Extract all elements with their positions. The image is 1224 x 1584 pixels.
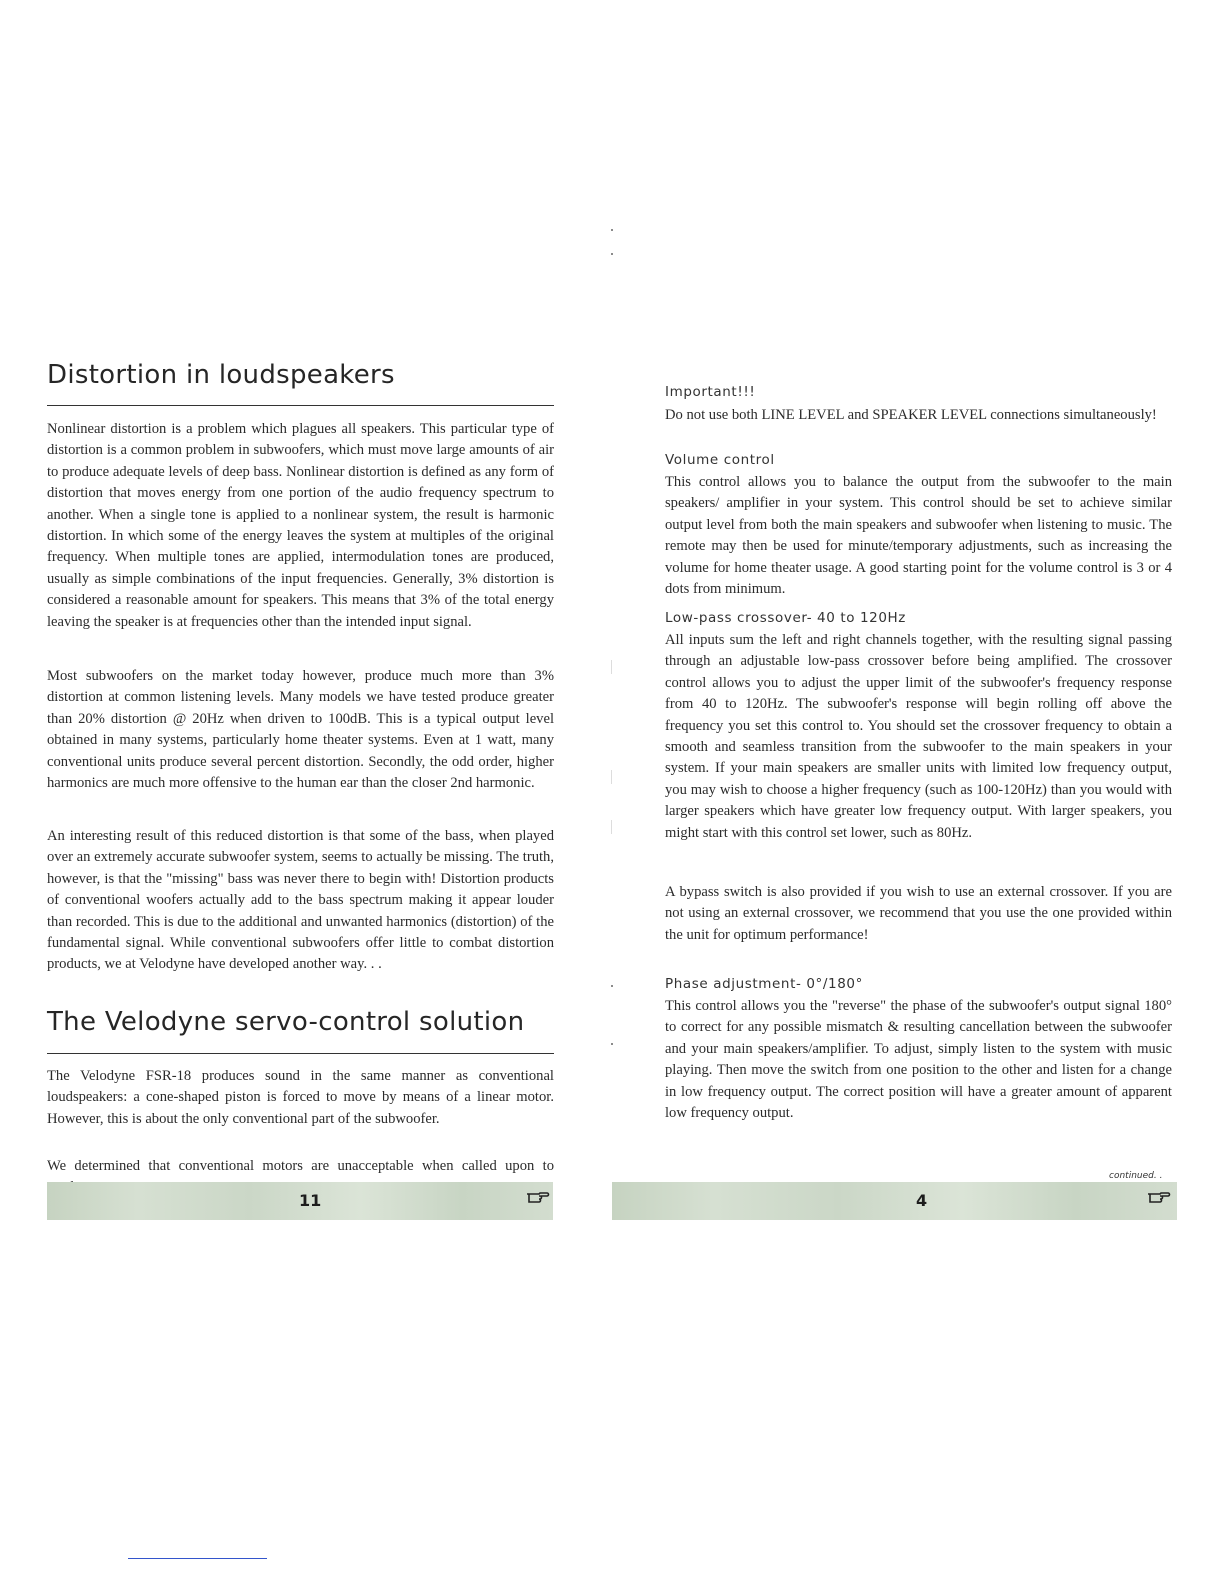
paragraph-interesting-result: An interesting result of this reduced distortion is that some of the bass, when played over an extremely accurate subwoofer system, seems to actually be missing. The truth, however, is that the "missing" bass was never there to begin with! Distortion products of conventional woofers actually add to the bass spectrum making it appear louder than recorded. This is due to the additional and unwanted harmonics (distortion) of the fundamental signal. While conventional subwoofers offer little to combat distortion products, we at Velodyne have developed another way. . . (47, 828, 554, 973)
paragraph-nonlinear-distortion: Nonlinear distortion is a problem which plagues all speakers. This particular type of distortion is a common problem in subwoofers, which must move large amounts of air to produce adequate levels of deep bass. Nonlinear distortion is defined as any form of distortion that moves energy from one portion of the audio frequency spectrum to another. When a single tone is applied to a nonlinear system, the result is harmonic distortion. In which some of the energy leaves the system at multiples of the original frequency. When multiple tones are applied, intermodulation tones are produced, usually as simple combinations of the input frequencies. Generally, 3% distortion is considered a reasonable amount for speakers. This means that 3% of the total energy leaving the speaker is at frequencies other than the intended input signal. (47, 421, 554, 630)
section-text-bypass-switch: A bypass switch is also provided if you wish to use an external crossover. If you are not using an external crossover, we recommend that you use the one provided within the unit for optimum performance! (665, 884, 1172, 943)
paragraph-conventional-motors: We determined that conventional motors are unacceptable when called upon to (47, 1158, 554, 1174)
section-text-low-pass-crossover: All inputs sum the left and right channels together, with the resulting signal passing through an adjustable low-pass crossover before being amplified. The crossover control allows you to adjust the upper limit of the subwoofer's frequency response from 40 to 120Hz. The subwoofer's response will begin rolling off above the frequency you set this control to. You should set the crossover frequency to obtain a smooth and seamless transition from the subwoofer to the main speakers in your system. If your main speakers are smaller units with limited low frequency output, you may wish to choose a higher frequency (such as 100-120Hz) than you would with larger speakers which have greater low frequency output. With larger speakers, you might start with this control set lower, such as 80Hz. (665, 632, 1172, 841)
page-number: 11 (299, 1191, 322, 1210)
page-number: 4 (916, 1191, 928, 1210)
bottom-link-underline (128, 1558, 267, 1559)
important-title: Important!!! (665, 384, 756, 400)
section-text-volume-control: This control allows you to balance the output from the subwoofer to the main speakers/ amplifier in your system. This control should be set to achieve similar output level from both the main speakers and subwoofer when listening to music. The remote may then be used for minute/temporary adjustments, such as increasing the volume for home theater usage. A good starting point for the volume control is 3 or 4 dots from minimum. (665, 474, 1172, 598)
section-heading-distortion: Distortion in loudspeakers (47, 360, 395, 390)
heading-rule (47, 405, 554, 406)
section-heading-servo-control: The Velodyne servo-control solution (47, 1007, 525, 1037)
page-footer-band (47, 1182, 553, 1220)
section-title-phase-adjustment: Phase adjustment- 0°/180° (665, 976, 863, 992)
section-title-low-pass-crossover: Low-pass crossover- 40 to 120Hz (665, 610, 906, 626)
important-text: Do not use both LINE LEVEL and SPEAKER LEVEL connections simultaneously! (665, 407, 1157, 423)
continued-label: continued. . (1109, 1171, 1163, 1181)
pointing-hand-icon (1147, 1188, 1171, 1206)
paragraph-fsr18: The Velodyne FSR-18 produces sound in the same manner as conventional loudspeakers: a cone-shaped piston is forced to move by means of a linear motor. However, this is about the only conventional part of the subwoofer. (47, 1068, 554, 1127)
page-footer-band (612, 1182, 1177, 1220)
section-title-volume-control: Volume control (665, 452, 775, 468)
right-page (612, 0, 1224, 1584)
heading-rule (47, 1053, 554, 1054)
pointing-hand-icon (526, 1188, 550, 1206)
paragraph-subwoofers-market: Most subwoofers on the market today however, produce much more than 3% distortion at common listening levels. Many models we have tested produce greater than 20% distortion @ 20Hz when driven to 100dB. This is a typical output level obtained in many systems, particularly home theater systems. Even at 1 watt, many conventional units produce several percent distortion. Secondly, the odd order, higher harmonics are much more offensive to the human ear than the closer 2nd harmonic. (47, 668, 554, 792)
section-text-phase-adjustment: This control allows you the "reverse" the phase of the subwoofer's output signal 180° to correct for any possible mismatch & resulting cancellation between the subwoofer and your main speakers/amplifier. To adjust, simply listen to the system with music playing. Then move the switch from one position to the other and listen for a change in low frequency output. The correct position will have a greater amount of apparent low frequency output. (665, 998, 1172, 1122)
